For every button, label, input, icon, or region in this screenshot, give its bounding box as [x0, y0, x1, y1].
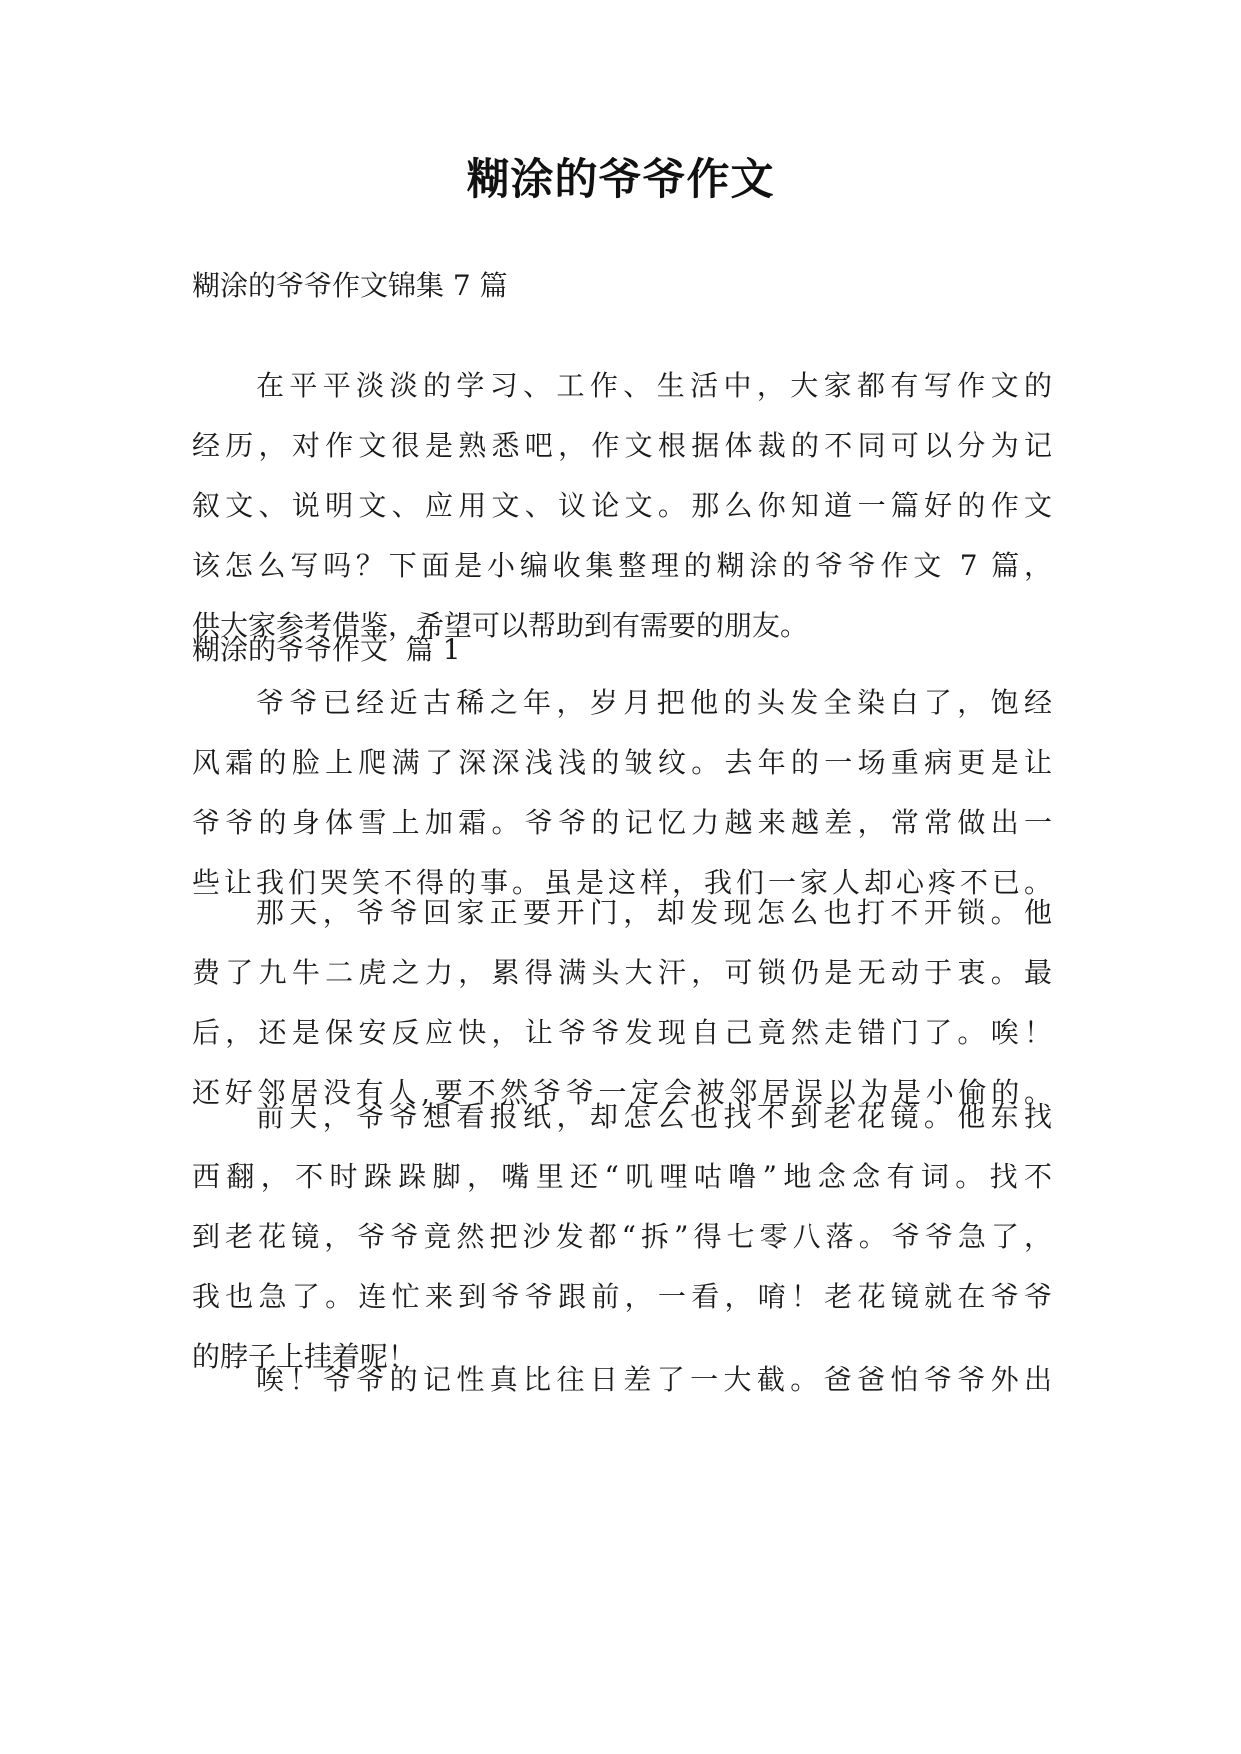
intro-line: 叙文、说明文、应用文、议论文。那么你知道一篇好的作文	[192, 489, 1052, 522]
section-heading-block	[192, 620, 1052, 680]
section-heading: 糊涂的爷爷作文 篇 1	[192, 633, 461, 666]
document-subtitle: 糊涂的爷爷作文锦集 7 篇	[192, 269, 508, 302]
paragraph-4	[192, 1350, 1052, 1410]
paragraph-line: 些让我们哭笑不得的事。虽是这样，我们一家人却心疼不已。	[192, 866, 1052, 899]
paragraph-line: 后，还是保安反应快，让爷爷发现自己竟然走错门了。唉！	[192, 1016, 1052, 1049]
paragraph-line: 西翻，不时跺跺脚，嘴里还“叽哩咕噜”地念念有词。找不	[192, 1160, 1052, 1193]
intro-paragraph	[192, 356, 1052, 656]
intro-line: 供大家参考借鉴，希望可以帮助到有需要的朋友。	[192, 609, 809, 642]
paragraph-line: 还好邻居没有人,要不然爷爷一定会被邻居误以为是小偷的。	[192, 1076, 1052, 1109]
paragraph-line: 我也急了。连忙来到爷爷跟前，一看，唷！老花镜就在爷爷	[192, 1280, 1052, 1313]
paragraph-line: 那天，爷爷回家正要开门，却发现怎么也打不开锁。他	[256, 896, 1052, 929]
intro-line: 在平平淡淡的学习、工作、生活中，大家都有写作文的	[256, 369, 1052, 402]
intro-line: 该怎么写吗？下面是小编收集整理的糊涂的爷爷作文 7 篇，	[192, 549, 1052, 582]
paragraph-line: 唉！爷爷的记性真比往日差了一大截。爸爸怕爷爷外出	[256, 1363, 1052, 1396]
paragraph-line: 费了九牛二虎之力，累得满头大汗，可锁仍是无动于衷。最	[192, 956, 1052, 989]
paragraph-3	[192, 1087, 1052, 1387]
document-title: 糊涂的爷爷作文	[466, 155, 775, 205]
paragraph-line: 的脖子上挂着呢！	[192, 1340, 417, 1373]
document-subtitle-block	[192, 256, 1052, 316]
paragraph-line: 前天，爷爷想看报纸，却怎么也找不到老花镜。他东找	[256, 1100, 1052, 1133]
intro-line: 经历，对作文很是熟悉吧，作文根据体裁的不同可以分为记	[192, 429, 1052, 462]
paragraph-1	[192, 673, 1052, 913]
paragraph-line: 爷爷的身体雪上加霜。爷爷的记忆力越来越差，常常做出一	[192, 806, 1052, 839]
paragraph-line: 到老花镜，爷爷竟然把沙发都“拆”得七零八落。爷爷急了，	[192, 1220, 1052, 1253]
paragraph-line: 风霜的脸上爬满了深深浅浅的皱纹。去年的一场重病更是让	[192, 746, 1052, 779]
paragraph-line: 爷爷已经近古稀之年，岁月把他的头发全染白了，饱经	[256, 686, 1052, 719]
